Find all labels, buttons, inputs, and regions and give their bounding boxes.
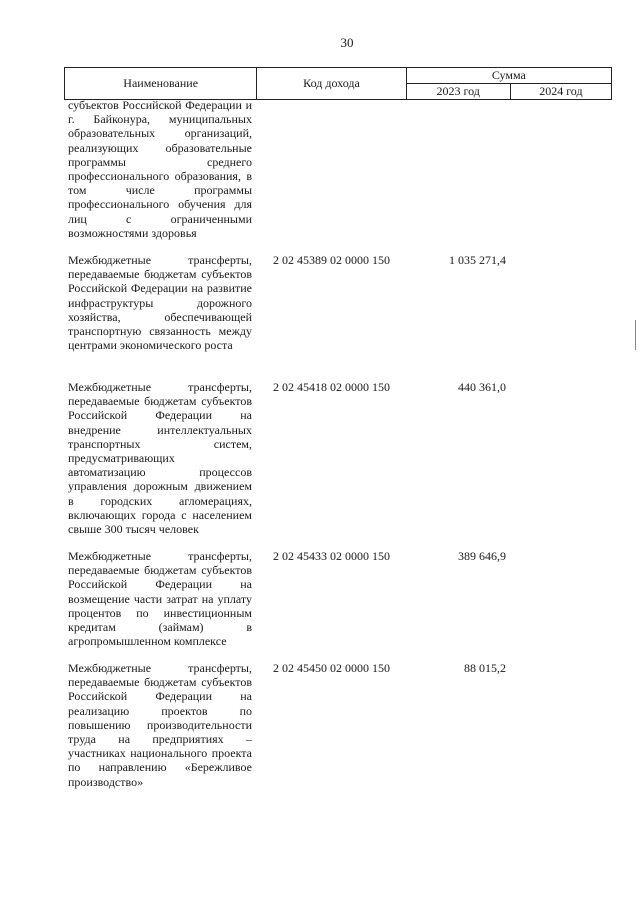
row-name: Межбюджетные трансферты, передаваемые бюджетам субъектов Российской Федерации на развитие инфраструктуры дорожного хозяйства, обеспечивающей транспортную связанность между центрами экономического роста — [68, 253, 252, 353]
row-name: Межбюджетные трансферты, передаваемые бюджетам субъектов Российской Федерации на реализацию проектов по повышению производительности труда на предприятиях – участниках национального проекта по направлению «Бережливое производство» — [68, 661, 252, 789]
row-amount-2023: 389 646,9 — [458, 549, 506, 563]
row-name: Межбюджетные трансферты, передаваемые бюджетам субъектов Российской Федерации на возмещение части затрат на уплату процентов по инвестиционным кредитам (займам) в агропромышленном комплексе — [68, 549, 252, 649]
header-code: Код дохода — [257, 68, 406, 100]
header-sum: Сумма — [406, 68, 611, 84]
row-code: 2 02 45418 02 0000 150 — [273, 380, 390, 394]
header-year-2023: 2023 год — [406, 84, 510, 100]
row-name: субъектов Российской Федерации и г. Байконура, муниципальных образовательных организаций, реализующих образовательные программы среднего профессионального образования, в том числе программы профессионального обучения для лиц с ограниченными возможностями здоровья — [68, 98, 252, 240]
row-amount-2023: 88 015,2 — [464, 661, 506, 675]
row-code: 2 02 45389 02 0000 150 — [273, 253, 390, 267]
scan-edge-mark — [635, 320, 636, 350]
row-amount-2023: 1 035 271,4 — [449, 253, 506, 267]
page-number: 30 — [340, 35, 354, 50]
row-name: Межбюджетные трансферты, передаваемые бюджетам субъектов Российской Федерации на внедрение интеллектуальных транспортных систем, предусматривающих автоматизацию процессов управления дорожным движением в городских агломерациях, включающих города с населением свыше 300 тысяч человек — [68, 380, 252, 537]
header-name: Наименование — [65, 68, 257, 100]
row-amount-2023: 440 361,0 — [458, 380, 506, 394]
header-year-2024: 2024 год — [510, 84, 611, 100]
row-code: 2 02 45450 02 0000 150 — [273, 661, 390, 675]
row-code: 2 02 45433 02 0000 150 — [273, 549, 390, 563]
table-header — [64, 67, 612, 100]
